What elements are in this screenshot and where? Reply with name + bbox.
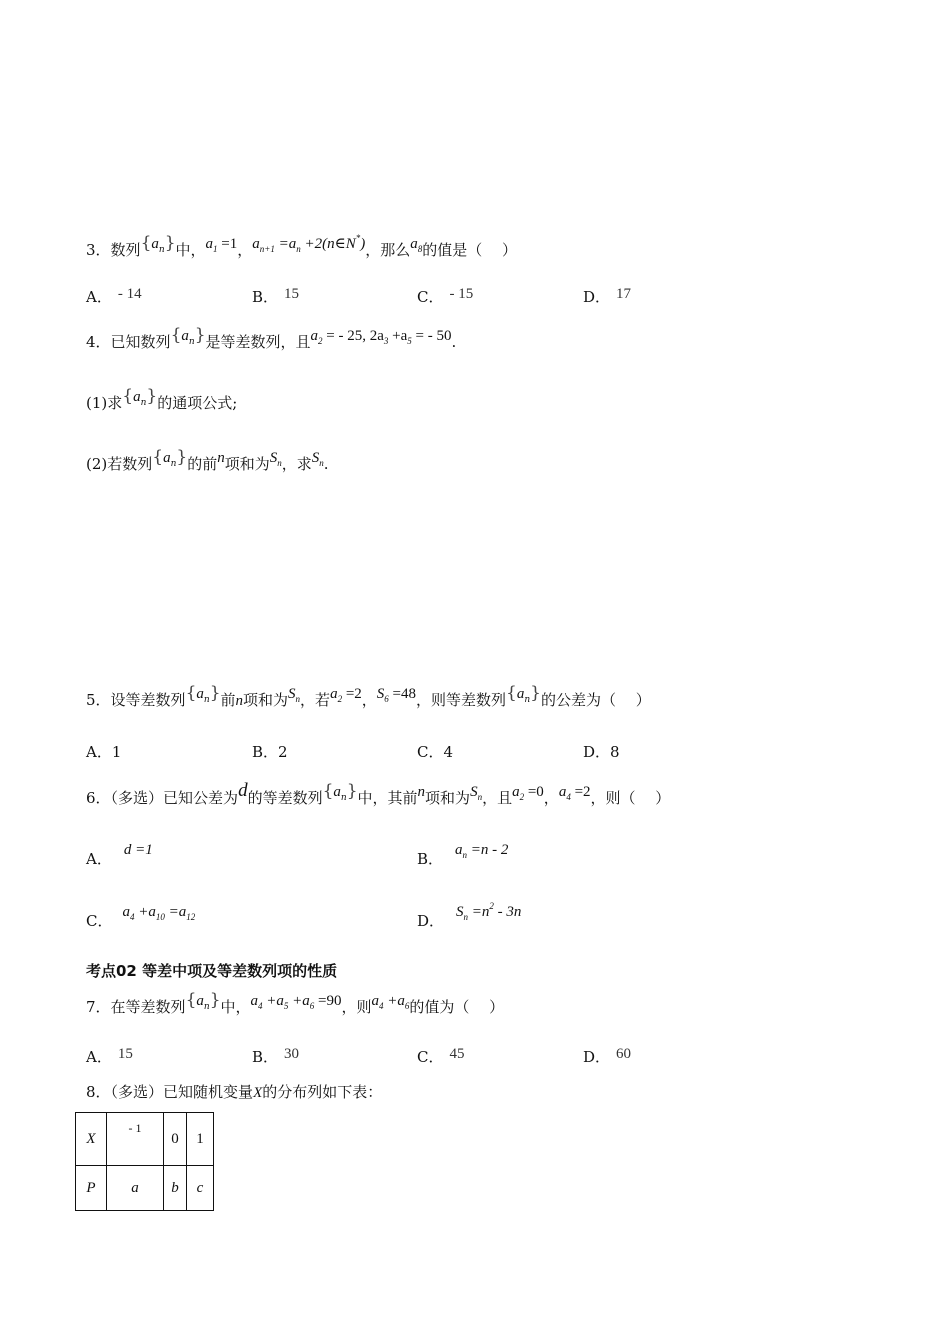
distribution-table <box>75 1112 214 1211</box>
q3-option-c: C． - 15 <box>417 286 474 306</box>
question-7: 7．在等差数列$\{a_n\}$中，$a_4 +a_5 +a_6 =90$，则$a_4 +a_6$的值为（ ） <box>86 990 505 1016</box>
q7-option-d: D． 60 <box>583 1046 632 1066</box>
sequence-symbol: $\{a_n\}$ <box>140 233 176 255</box>
sequence-symbol: $\{a_n\}$ <box>152 447 188 469</box>
table-row <box>76 1113 214 1166</box>
q3-option-d: D． 17 <box>583 286 632 306</box>
q4-condition: $a_2$ = - 25, $2a_3 +a_5$ = - 50 <box>310 328 452 346</box>
question-5: 5．设等差数列$\{a_n\}$前n项和为$S_n$，若$a_2 =2$，$S_6 =48$，则等差数列$\{a_n\}$的公差为（ ） <box>86 683 651 709</box>
q5-option-c: C．4 <box>417 743 454 761</box>
q5-option-d: D．8 <box>583 743 620 761</box>
q4-part-1: (1)求$\{a_n\}$的通项公式; <box>86 386 238 412</box>
sequence-symbol: $\{a_n\}$ <box>185 990 221 1012</box>
q4-part-2: (2)若数列$\{a_n\}$的前n项和为$S_n$，求$S_n$. <box>86 447 329 473</box>
sequence-symbol: $\{a_n\}$ <box>122 386 158 408</box>
q6-option-c: C． $a_4 +a_{10} =a_{12}$ <box>86 904 196 930</box>
q3-number: 3． <box>86 241 111 259</box>
q5-condition-1: $a_2 =2$ <box>330 686 362 704</box>
q5-option-a: A．1 <box>86 743 122 761</box>
q3-condition-1: $a_1 =1$ <box>205 236 238 254</box>
sequence-symbol: $\{a_n\}$ <box>185 683 221 705</box>
q5-condition-2: $S_6 =48$ <box>376 686 417 704</box>
sequence-symbol: $\{a_n\}$ <box>506 683 541 705</box>
q6-option-a: A． d =1 <box>86 842 153 868</box>
table-cell: 1 <box>187 1113 214 1166</box>
question-8: 8．（多选）已知随机变量X的分布列如下表： <box>86 1083 383 1101</box>
q7-option-c: C． 45 <box>417 1046 465 1066</box>
q5-option-b: B．2 <box>252 743 288 761</box>
q3-option-a: A． - 14 <box>86 286 142 306</box>
table-cell: P <box>76 1166 107 1211</box>
q3-condition-2: $a_{n+1} =a_n$ +2(n∈N*) <box>252 233 366 254</box>
q6-option-d: D． $S_n =n^2 - 3n$ <box>417 901 522 930</box>
table-cell: a <box>107 1166 164 1211</box>
question-4: 4．已知数列$\{a_n\}$是等差数列，且$a_2$ = - 25, $2a_3 +a_5$ = - 50. <box>86 325 457 351</box>
table-row <box>76 1166 214 1211</box>
table-cell: X <box>76 1113 107 1166</box>
question-3: 3．数列$\{a_n\}$中，$a_1 =1$，$a_{n+1} =a_n$ +2(n∈N*)，那么$a_8$的值是（ ） <box>86 233 517 259</box>
q7-option-a: A． 15 <box>86 1046 133 1066</box>
question-6: 6．（多选）已知公差为d的等差数列$\{a_n\}$中，其前n项和为$S_n$，且$a_2 =0$，$a_4 =2$，则（ ） <box>86 780 671 807</box>
table-cell: c <box>187 1166 214 1211</box>
table-cell: 0 <box>164 1113 187 1166</box>
q7-option-b: B． 30 <box>252 1046 300 1066</box>
q3-target: $a_8$ <box>410 236 423 254</box>
q7-condition: $a_4 +a_5 +a_6 =90$ <box>250 993 342 1011</box>
q6-option-b: B． $a_n =n - 2$ <box>417 842 509 868</box>
table-cell: - 1 <box>107 1113 164 1166</box>
sequence-symbol: $\{a_n\}$ <box>322 781 358 803</box>
sequence-symbol: $\{a_n\}$ <box>170 325 206 347</box>
q3-option-b: B． 15 <box>252 286 300 306</box>
table-cell: b <box>164 1166 187 1211</box>
section-heading: 考点02 等差中项及等差数列项的性质 <box>86 962 338 980</box>
